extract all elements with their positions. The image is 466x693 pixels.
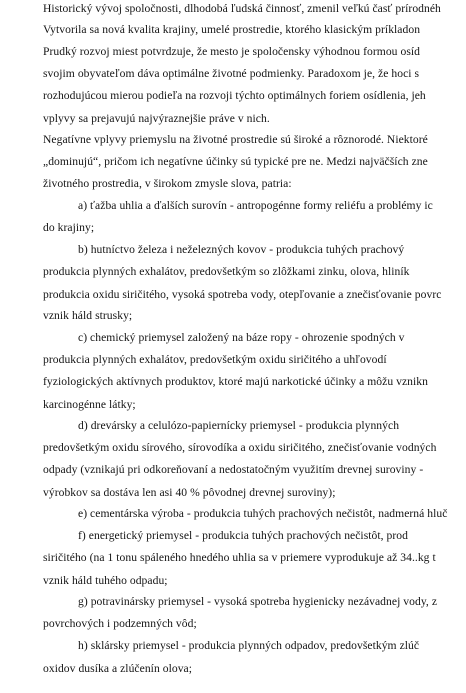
- text-line: svojim obyvateľom dáva optimálne životné podmienky. Paradoxom je, že hoci s: [43, 67, 420, 80]
- text-line: produkcia plynných exhalátov, predovšetkým oxidu siričitého a uhľovodí: [43, 353, 387, 366]
- text-line: rozhodujúcou mierou podieľa na rozvoji týchto optimálnych foriem osídlenia, jeh: [43, 89, 426, 102]
- text-line: d) drevársky a celulózo-papiernícky priemysel - produkcia plynných: [78, 419, 400, 432]
- text-line: povrchových i podzemných vôd;: [43, 617, 197, 630]
- text-line: vplyvy sa prejavujú najvýraznejšie práve v nich.: [43, 112, 270, 125]
- text-line: Prudký rozvoj miest potvrdzuje, že mesto je spoločensky výhodnou formou osíd: [43, 45, 420, 58]
- text-line: g) potravinársky priemysel - vysoká spotreba hygienicky nezávadnej vody, z: [78, 595, 438, 608]
- text-line: Vytvorila sa nová kvalita krajiny, umelé prostredie, ktorého klasickým príkladon: [43, 23, 421, 36]
- text-line: vznik háld tuhého odpadu;: [43, 574, 168, 587]
- text-line: fyziologických aktívnych produktov, ktoré majú narkotické účinky a môžu vznikn: [43, 375, 428, 388]
- text-line: Negatívne vplyvy priemyslu na životné prostredie sú široké a rôznorodé. Niektoré: [43, 133, 428, 146]
- text-line: Historický vývoj spoločnosti, dlhodobá ľudská činnosť, zmenil veľkú časť prírodnéh: [43, 2, 441, 15]
- text-line: životného prostredia, v širokom zmysle slova, patria:: [43, 177, 292, 190]
- text-line: f) energetický priemysel - produkcia tuhých prachových nečistôt, prod: [78, 529, 409, 542]
- text-line: výrobkov sa dostáva len asi 40 % pôvodnej drevnej suroviny);: [43, 486, 336, 499]
- text-line: h) sklársky priemysel - produkcia plynných odpadov, predovšetkým zlúč: [78, 639, 420, 652]
- text-line: a) ťažba uhlia a ďalších surovín - antropogénne formy reliéfu a problémy ic: [78, 199, 433, 212]
- text-line: karcinogénne látky;: [43, 398, 136, 411]
- text-line: do krajiny;: [43, 221, 95, 234]
- text-line: predovšetkým oxidu sírového, sírovodíka a oxidu siričitého, znečisťovanie vodných: [43, 441, 437, 454]
- text-line: odpady (vznikajú pri odkoreňovaní a nedostatočným využitím drevnej suroviny -: [43, 463, 424, 476]
- text-line: „dominujú“, pričom ich negatívne účinky sú typické pre ne. Medzi najväčších zne: [43, 155, 428, 168]
- text-line: oxidov dusíka a zlúčenín olova;: [43, 662, 193, 675]
- text-line: b) hutníctvo železa i neželezných kovov - produkcia tuhých prachový: [78, 243, 405, 256]
- text-line: vznik háld strusky;: [43, 309, 133, 322]
- text-line: produkcia oxidu siričitého, vysoká spotreba vody, otepľovanie a znečisťovanie povrc: [43, 288, 442, 301]
- text-line: siričitého (na 1 tonu spáleného hnedého uhlia sa v priemere vyprodukuje až 34..kg t: [43, 551, 436, 564]
- text-line: e) cementárska výroba - produkcia tuhých prachových nečistôt, nadmerná hluč: [78, 507, 448, 520]
- text-line: produkcia plynných exhalátov, predovšetkým so zlôžkami zinku, olova, hliník: [43, 265, 410, 278]
- text-line: c) chemický priemysel založený na báze ropy - ohrozenie spodných v: [78, 331, 405, 344]
